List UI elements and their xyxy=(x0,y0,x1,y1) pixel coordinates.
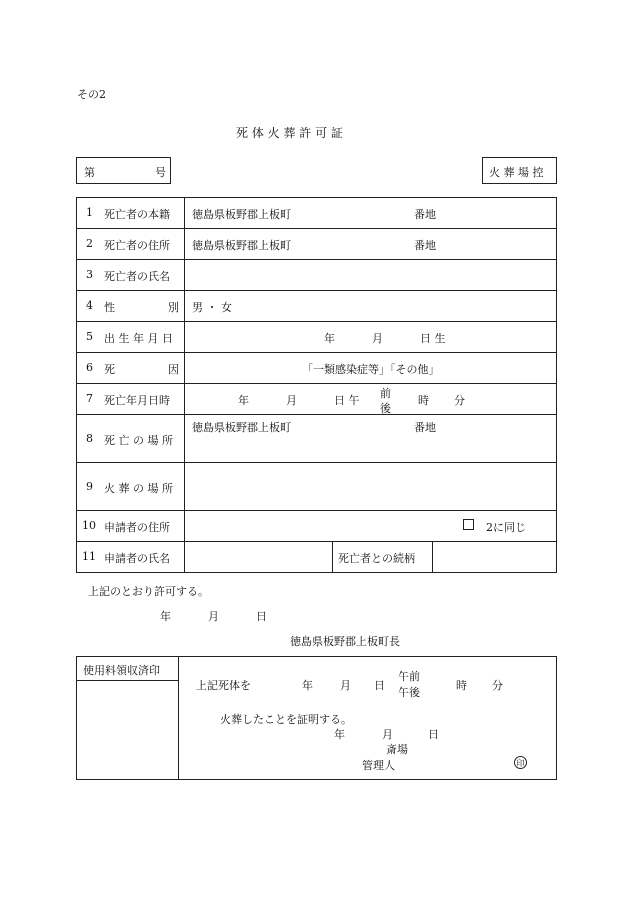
row-number: 7 xyxy=(86,392,93,405)
deceased-domicile-field[interactable]: 徳島県板野郡上板町 xyxy=(192,208,291,221)
death-place-field[interactable]: 徳島県板野郡上板町 xyxy=(192,421,291,434)
applicant-name-field[interactable] xyxy=(186,543,330,570)
death-month-unit: 月 xyxy=(286,394,297,407)
label-birth-date: 出 生 年 月 日 xyxy=(104,332,173,345)
label-deceased-address: 死亡者の住所 xyxy=(104,239,170,252)
death-pm: 後 xyxy=(380,402,391,415)
birth-day-unit: 日 生 xyxy=(420,332,446,345)
number-prefix: 第 xyxy=(84,166,95,179)
row-number: 11 xyxy=(82,550,96,563)
banchi-suffix: 番地 xyxy=(414,239,436,252)
row-divider xyxy=(76,414,557,415)
row-divider xyxy=(76,228,557,229)
row-number: 8 xyxy=(86,432,93,445)
banchi-suffix: 番地 xyxy=(414,208,436,221)
row-number: 10 xyxy=(82,519,96,532)
row-divider xyxy=(76,259,557,260)
cert-am: 午前 xyxy=(398,670,420,683)
stub-label: 火 葬 場 控 xyxy=(489,166,544,179)
cert-pm: 午後 xyxy=(398,686,420,699)
row-number: 5 xyxy=(86,330,93,343)
form-variant: その2 xyxy=(77,88,106,101)
label-cause-a: 死 xyxy=(104,363,115,376)
row-number: 6 xyxy=(86,361,93,374)
death-day-unit: 日 午 xyxy=(334,394,360,407)
label-deceased-domicile: 死亡者の本籍 xyxy=(104,208,170,221)
label-cause-b: 因 xyxy=(168,363,179,376)
row-number: 9 xyxy=(86,480,93,493)
deceased-address-field[interactable]: 徳島県板野郡上板町 xyxy=(192,239,291,252)
death-hour-unit: 時 xyxy=(418,394,429,407)
same-as-2-checkbox[interactable] xyxy=(463,519,474,532)
document-title: 死 体 火 葬 許 可 証 xyxy=(236,126,343,140)
label-deceased-name: 死亡者の氏名 xyxy=(104,270,170,283)
label-column-divider xyxy=(184,197,185,573)
row-number: 1 xyxy=(86,206,93,219)
cert-hour-unit: 時 xyxy=(456,679,467,692)
cert-day2-unit: 日 xyxy=(428,728,439,741)
birth-month-unit: 月 xyxy=(372,332,383,345)
cert-prefix: 上記死体を xyxy=(196,679,251,692)
permit-statement: 上記のとおり許可する。 xyxy=(88,585,209,598)
receipt-header-divider xyxy=(76,680,178,681)
label-sex-b: 別 xyxy=(168,301,179,314)
permit-number-box[interactable] xyxy=(76,157,171,184)
row-divider xyxy=(76,352,557,353)
permit-day-unit: 日 xyxy=(256,610,267,623)
cert-manager: 管理人 xyxy=(362,759,395,772)
relation-field[interactable] xyxy=(434,543,554,570)
cert-statement: 火葬したことを証明する。 xyxy=(220,713,352,726)
cert-year-unit: 年 xyxy=(302,679,313,692)
row-number: 4 xyxy=(86,299,93,312)
label-cremation-place: 火 葬 の 場 所 xyxy=(104,482,173,495)
same-as-2-label: 2に同じ xyxy=(486,521,526,534)
row-divider xyxy=(76,462,557,463)
cert-month-unit: 月 xyxy=(340,679,351,692)
cremation-place-field[interactable] xyxy=(186,465,554,508)
row-divider xyxy=(76,383,557,384)
permit-table xyxy=(76,197,557,573)
receipt-divider xyxy=(178,656,179,780)
row-divider xyxy=(76,321,557,322)
crematorium-stub-box xyxy=(482,157,557,184)
number-suffix: 号 xyxy=(155,166,166,179)
receipt-stamp-area[interactable] xyxy=(78,682,176,778)
permit-year-unit: 年 xyxy=(160,610,171,623)
cause-options[interactable]: 「一類感染症等」「その他」 xyxy=(302,363,440,376)
cert-minute-unit: 分 xyxy=(492,679,503,692)
issuer: 徳島県板野郡上板町長 xyxy=(290,635,400,648)
relation-divider-right xyxy=(432,541,433,573)
label-relation: 死亡者との続柄 xyxy=(338,552,415,565)
row-divider xyxy=(76,510,557,511)
label-applicant-name: 申請者の氏名 xyxy=(104,552,170,565)
cert-year2-unit: 年 xyxy=(334,728,345,741)
label-sex-a: 性 xyxy=(104,301,115,314)
cert-month2-unit: 月 xyxy=(382,728,393,741)
cert-day-unit: 日 xyxy=(374,679,385,692)
row-number: 2 xyxy=(86,237,93,250)
deceased-name-field[interactable] xyxy=(186,261,554,288)
label-applicant-address: 申請者の住所 xyxy=(104,521,170,534)
seal-icon: 印 xyxy=(514,756,527,769)
death-year-unit: 年 xyxy=(238,394,249,407)
cert-place: 斎場 xyxy=(386,743,408,756)
death-minute-unit: 分 xyxy=(454,394,465,407)
relation-divider-left xyxy=(332,541,333,573)
row-number: 3 xyxy=(86,268,93,281)
permit-month-unit: 月 xyxy=(208,610,219,623)
label-death-datetime: 死亡年月日時 xyxy=(104,394,170,407)
birth-year-unit: 年 xyxy=(324,332,335,345)
death-am: 前 xyxy=(380,387,391,400)
row-divider xyxy=(76,290,557,291)
sex-options[interactable]: 男 ・ 女 xyxy=(192,301,232,314)
receipt-label: 使用料領収済印 xyxy=(83,664,160,677)
label-death-place: 死 亡 の 場 所 xyxy=(104,434,173,447)
row-divider xyxy=(76,541,557,542)
banchi-suffix: 番地 xyxy=(414,421,436,434)
